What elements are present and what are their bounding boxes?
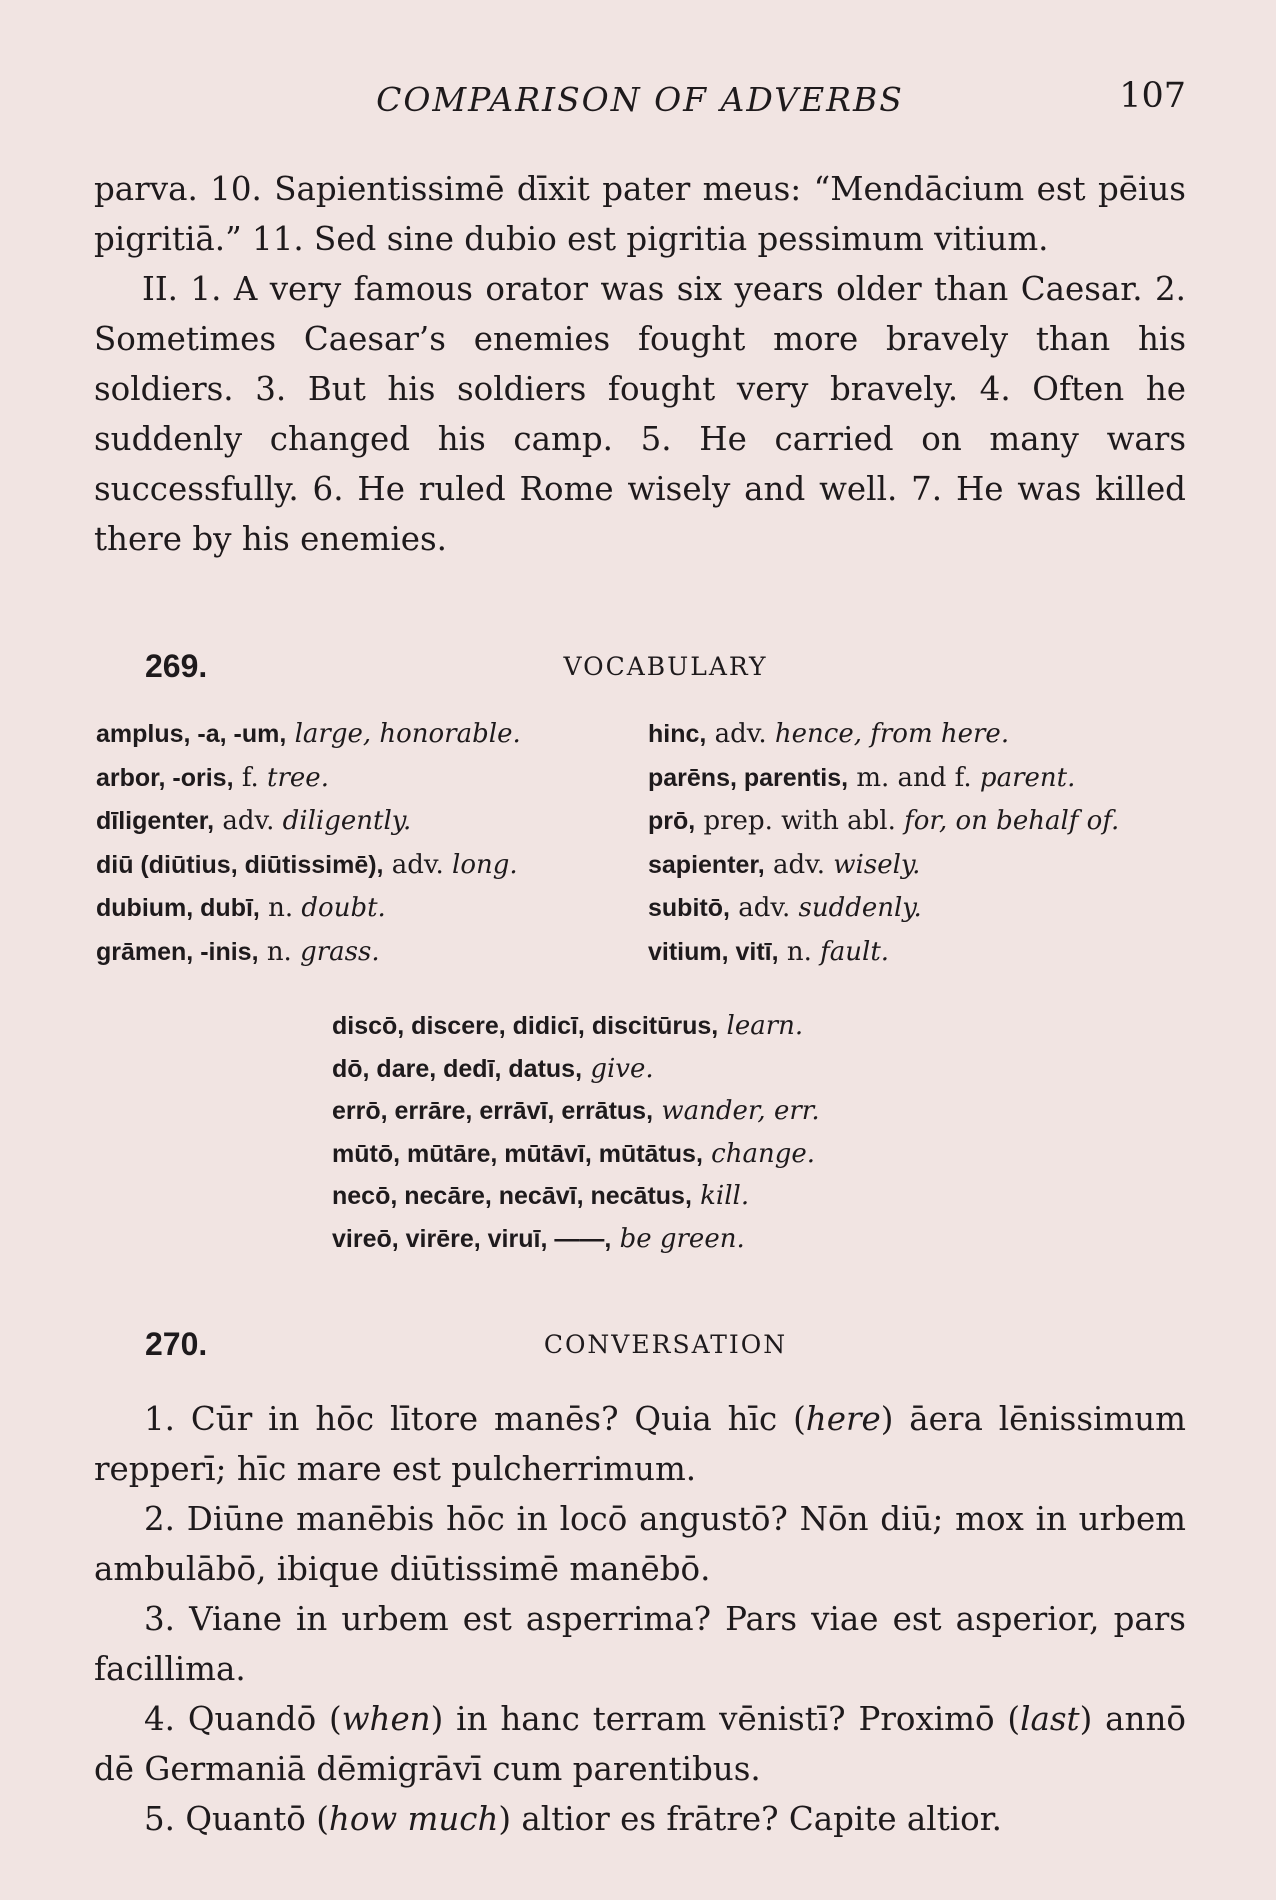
exercise-text xyxy=(94,164,1186,564)
verb-entry: vireō, virēre, viruī, ——, be green. xyxy=(332,1223,745,1254)
conversation-heading xyxy=(145,1326,1186,1366)
vocabulary-heading xyxy=(145,648,1186,688)
vocab-entry: subitō, adv. suddenly. xyxy=(648,893,922,923)
running-title: COMPARISON OF ADVERBS xyxy=(376,80,904,119)
verb-entry: mūtō, mūtāre, mūtāvī, mūtātus, change. xyxy=(332,1138,816,1169)
section-number: 270. xyxy=(145,1326,208,1362)
vocab-entry: hinc, adv. hence, from here. xyxy=(648,719,1010,749)
conversation-item: 5. Quantō (how much) altior es frātre? Capite altior. xyxy=(144,1800,1003,1838)
vocab-entry: dubium, dubī, n. doubt. xyxy=(96,893,386,923)
section-number: 269. xyxy=(145,648,208,684)
verb-list xyxy=(332,1005,1092,1260)
vocab-entry: vitium, vitī, n. fault. xyxy=(648,936,890,967)
vocab-entry: prō, prep. with abl. for, on behalf of. xyxy=(648,806,1120,836)
section-title: CONVERSATION xyxy=(543,1330,788,1359)
verb-entry: dō, dare, dedī, datus, give. xyxy=(332,1053,654,1084)
vocab-entry: arbor, -oris, f. tree. xyxy=(96,762,329,793)
conversation-item: 2. Diūne manēbis hōc in locō angustō? Nōn diū; mox in urbem ambulābō, ibique diūtissimē manēbō. xyxy=(94,1500,1186,1588)
conversation-item: 1. Cūr in hōc lītore manēs? Quia hīc (here) āera lēnissimum repperī; hīc mare est pulcherrimum. xyxy=(94,1400,1186,1488)
verb-entry: necō, necāre, necāvī, necātus, kill. xyxy=(332,1181,750,1211)
vocabulary-list xyxy=(96,713,1188,974)
exercise-paragraph-2: II. 1. A very famous orator was six years older than Caesar. 2. Sometimes Caesar’s enemies fought more bravely than his soldiers. 3. But his soldiers fought very bravely. 4. Often he suddenly changed his camp. 5. He carried on many wars successfully. 6. He ruled Rome wisely and well. 7. He was killed there by his enemies. xyxy=(94,270,1186,558)
conversation-item: 4. Quandō (when) in hanc terram vēnistī? Proximō (last) annō dē Germaniā dēmigrāvī cum parentibus. xyxy=(94,1700,1186,1788)
exercise-paragraph-1: parva. 10. Sapientissimē dīxit pater meus: “Mendācium est pēius pigritiā.” 11. Sed sine dubio est pigritia pessimum vitium. xyxy=(94,170,1186,258)
section-title: VOCABULARY xyxy=(563,652,768,681)
vocab-entry: diū (diūtius, diūtissimē), adv. long. xyxy=(96,849,518,880)
vocab-entry: parēns, parentis, m. and f. parent. xyxy=(648,762,1076,793)
vocab-entry: grāmen, -inis, n. grass. xyxy=(96,936,380,967)
verb-entry: errō, errāre, errāvī, errātus, wander, err. xyxy=(332,1096,820,1126)
page-header xyxy=(94,76,1186,126)
vocab-entry: sapienter, adv. wisely. xyxy=(648,849,921,880)
vocab-entry: amplus, -a, -um, large, honorable. xyxy=(96,719,521,749)
verb-entry: discō, discere, didicī, discitūrus, learn. xyxy=(332,1011,804,1041)
conversation-item: 3. Viane in urbem est asperrima? Pars viae est asperior, pars facillima. xyxy=(94,1600,1186,1688)
page-number: 107 xyxy=(1119,76,1186,116)
vocab-entry: dīligenter, adv. diligently. xyxy=(96,806,412,836)
conversation-text xyxy=(94,1394,1186,1844)
